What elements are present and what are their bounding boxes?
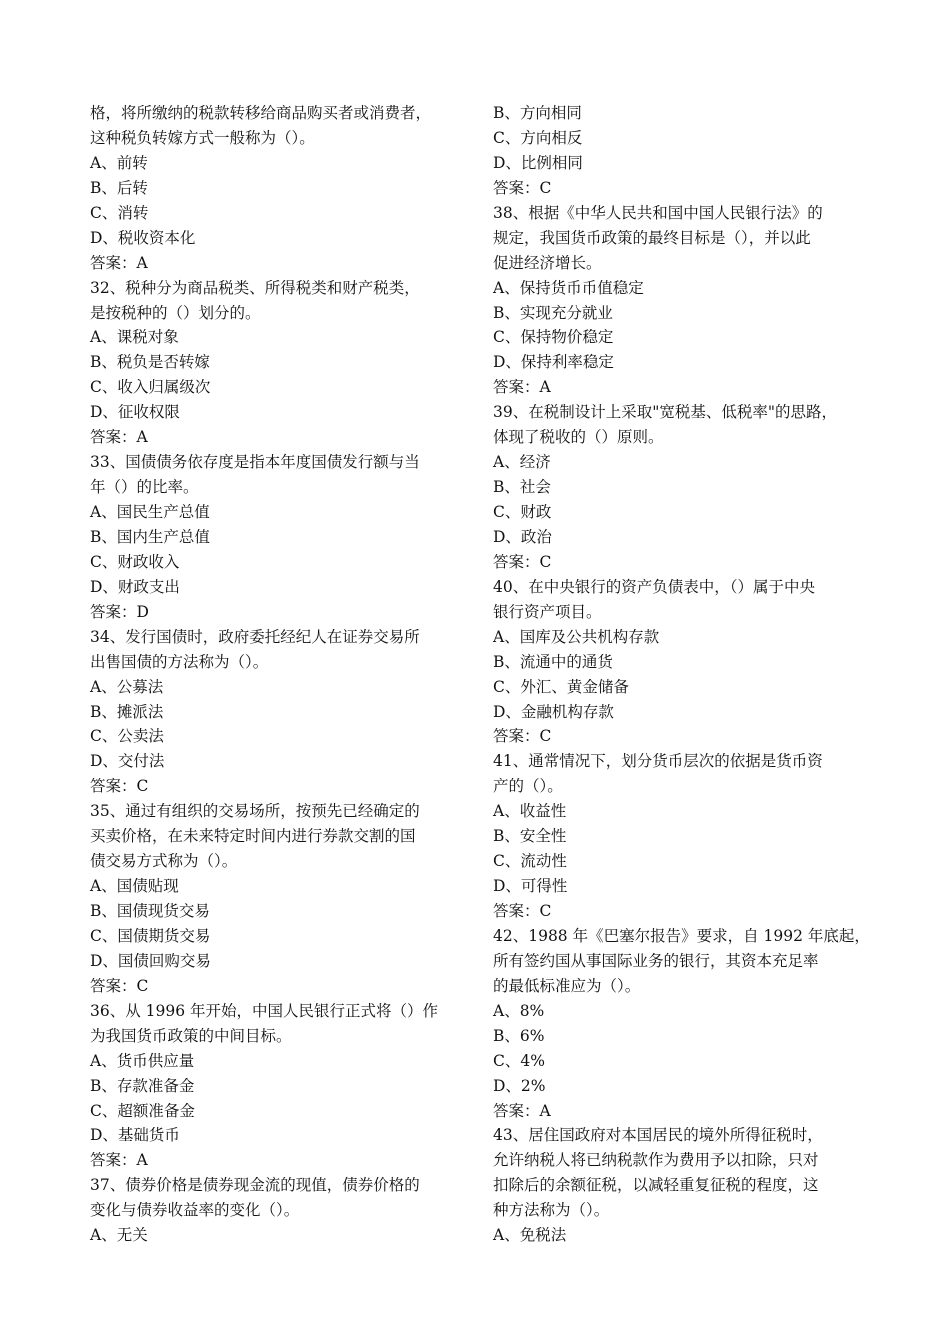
text-line: 36、从 1996 年开始，中国人民银行正式将（）作 — [90, 1001, 439, 1020]
text-line: A、课税对象 — [90, 328, 179, 347]
text-line: 42、1988 年《巴塞尔报告》要求，自 1992 年底起， — [493, 926, 870, 945]
text-line: 是按税种的（）划分的。 — [90, 303, 261, 322]
text-line: C、收入归属级次 — [90, 378, 211, 397]
text-line: D、保持利率稳定 — [493, 353, 614, 372]
text-line: A、经济 — [493, 453, 551, 472]
text-line: 43、居住国政府对本国居民的境外所得征税时， — [493, 1126, 823, 1145]
text-line: C、外汇、黄金储备 — [493, 677, 629, 696]
text-line: C、方向相反 — [493, 128, 583, 147]
text-line: 答案：C — [493, 902, 552, 920]
text-line: 37、债券价格是债券现金流的现值，债券价格的 — [90, 1176, 420, 1195]
text-line: 39、在税制设计上采取"宽税基、低税率"的思路， — [493, 403, 837, 422]
text-line: 这种税负转嫁方式一般称为（）。 — [90, 128, 315, 147]
text-line: B、税负是否转嫁 — [90, 353, 210, 372]
text-line: B、安全性 — [493, 827, 567, 846]
text-line: A、公募法 — [90, 677, 164, 696]
text-line: 34、发行国债时，政府委托经纪人在证券交易所 — [90, 627, 420, 646]
text-line: B、方向相同 — [493, 104, 582, 122]
text-line: D、征收权限 — [90, 403, 180, 422]
text-line: 答案：A — [90, 253, 148, 272]
text-line: D、比例相同 — [493, 153, 583, 172]
text-line: A、货币供应量 — [90, 1051, 195, 1070]
text-line: B、6% — [493, 1026, 545, 1045]
text-line: C、流动性 — [493, 852, 567, 871]
text-line: C、保持物价稳定 — [493, 328, 614, 347]
text-line: D、交付法 — [90, 752, 165, 771]
right-column — [493, 101, 873, 1248]
text-line: B、实现充分就业 — [493, 303, 613, 322]
text-line: D、可得性 — [493, 877, 568, 896]
text-line: 41、通常情况下，划分货币层次的依据是货币资 — [493, 752, 823, 771]
text-line: 银行资产项目。 — [493, 602, 602, 621]
text-line: 年（）的比率。 — [90, 478, 199, 497]
text-line: 变化与债券收益率的变化（）。 — [90, 1201, 300, 1220]
text-line: D、政治 — [493, 527, 552, 546]
text-line: A、免税法 — [493, 1226, 567, 1245]
text-line: B、摊派法 — [90, 702, 164, 721]
text-line: 答案：C — [493, 552, 552, 571]
text-line: A、国民生产总值 — [90, 503, 210, 521]
text-line: B、流通中的通货 — [493, 652, 613, 671]
text-line: B、后转 — [90, 178, 148, 197]
text-line: A、无关 — [90, 1226, 148, 1245]
text-line: 35、通过有组织的交易场所，按预先已经确定的 — [90, 802, 420, 821]
text-line: D、2% — [493, 1076, 546, 1095]
text-line: A、前转 — [90, 153, 148, 172]
text-line: 答案：C — [90, 777, 149, 796]
text-line: A、国库及公共机构存款 — [493, 627, 660, 646]
text-line: 答案：C — [90, 976, 149, 995]
text-line: C、4% — [493, 1051, 545, 1070]
text-line: A、收益性 — [493, 802, 567, 821]
text-line: A、保持货币币值稳定 — [493, 278, 644, 297]
text-line: 38、根据《中华人民共和国中国人民银行法》的 — [493, 203, 823, 222]
text-line: 的最低标准应为（）。 — [493, 976, 641, 995]
text-line: 40、在中央银行的资产负债表中，（）属于中央 — [493, 577, 815, 596]
text-line: 答案：A — [493, 1101, 551, 1120]
text-line: 扣除后的余额征税，以减轻重复征税的程度，这 — [493, 1176, 819, 1195]
text-line: 买卖价格，在未来特定时间内进行券款交割的国 — [90, 827, 416, 846]
text-line: 答案：C — [493, 178, 552, 197]
text-line: 体现了税收的（）原则。 — [493, 428, 664, 447]
left-column — [90, 101, 470, 1248]
text-line: B、存款准备金 — [90, 1076, 195, 1095]
text-line: C、公卖法 — [90, 727, 164, 746]
text-line: 答案：D — [90, 602, 149, 621]
text-line: 为我国货币政策的中间目标。 — [90, 1026, 292, 1045]
text-line: C、国债期货交易 — [90, 926, 211, 945]
text-line: 答案：C — [493, 727, 552, 746]
text-line: 促进经济增长。 — [493, 253, 602, 272]
text-line: B、社会 — [493, 478, 551, 497]
text-line: C、消转 — [90, 203, 149, 222]
text-line: B、国债现货交易 — [90, 902, 210, 920]
text-line: 所有签约国从事国际业务的银行，其资本充足率 — [493, 951, 819, 970]
text-line: C、超额准备金 — [90, 1101, 195, 1120]
text-line: 债交易方式称为（）。 — [90, 852, 238, 871]
text-line: A、8% — [493, 1001, 545, 1020]
text-line: 产的（）。 — [493, 777, 563, 796]
text-line: 允许纳税人将已纳税款作为费用予以扣除，只对 — [493, 1151, 819, 1170]
text-line: 种方法称为（）。 — [493, 1201, 610, 1220]
text-line: 答案：A — [493, 378, 551, 397]
text-line: C、财政收入 — [90, 552, 180, 571]
text-line: D、财政支出 — [90, 577, 180, 596]
text-line: C、财政 — [493, 503, 552, 521]
text-line: D、税收资本化 — [90, 228, 196, 247]
text-line: 答案：A — [90, 428, 148, 447]
text-line: 出售国债的方法称为（）。 — [90, 652, 269, 671]
text-line: B、国内生产总值 — [90, 527, 210, 546]
text-line: A、国债贴现 — [90, 877, 179, 896]
text-line: D、国债回购交易 — [90, 951, 211, 970]
text-line: 33、国债债务依存度是指本年度国债发行额与当 — [90, 453, 420, 472]
text-line: D、金融机构存款 — [493, 702, 614, 721]
text-line: 规定，我国货币政策的最终目标是（），并以此 — [493, 228, 811, 247]
text-line: 格，将所缴纳的税款转移给商品购买者或消费者， — [90, 104, 432, 122]
text-line: 32、税种分为商品税类、所得税类和财产税类， — [90, 278, 420, 297]
text-line: D、基础货币 — [90, 1126, 180, 1145]
text-line: 答案：A — [90, 1151, 148, 1170]
